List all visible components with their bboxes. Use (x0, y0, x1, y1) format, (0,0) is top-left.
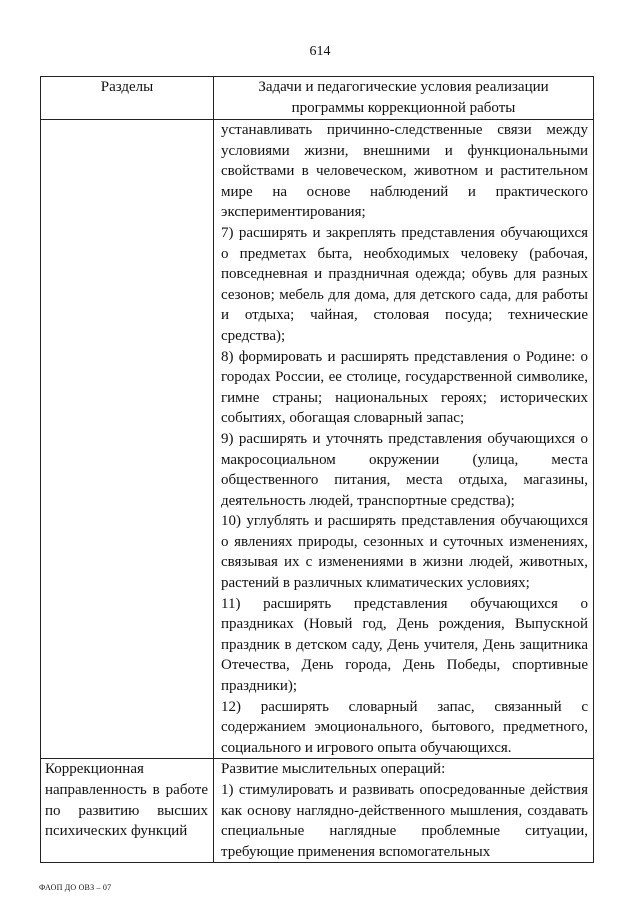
header-tasks (214, 77, 594, 120)
list-item: 10) углублять и расширять представления обучающихся о явлениях природы, сезонных и суточных изменениях, связывая их с изменениями в жизни людей, животных, растений в различных климатических условиях; (221, 513, 588, 592)
row2-heading: Развитие мыслительных операций: (221, 761, 446, 778)
header-sections-label: Разделы (100, 79, 154, 95)
table-header-row (41, 77, 594, 120)
row1-intro: устанавливать причинно-следственные связи между условиями жизни, внешними и функциональными свойствами в человеческом, животном и растительном мире на основе наблюдений и практического экспериментирования; (221, 122, 588, 221)
list-item: 8) формировать и расширять представления о Родине: о городах России, ее столице, государственной символике, гимне страны; национальных героях; исторических событиях, обогащая словарный запас; (221, 348, 588, 427)
row1-tasks-cell (214, 120, 594, 759)
header-sections (41, 77, 214, 120)
table-row (41, 120, 594, 759)
row2-section-cell: Коррекционная направленность в работе по развитию высших психических функций (41, 759, 214, 863)
list-item: 9) расширять и уточнять представления обучающихся о макросоциальном окружении (улица, места общественного питания, места отдыха, магазины, деятельность людей, транспортные средства); (221, 430, 588, 509)
page-number: 614 (309, 44, 331, 59)
document-footer: ФАОП ДО ОВЗ – 07 (39, 883, 112, 892)
program-table (40, 76, 594, 863)
row2-text: 1) стимулировать и развивать опосредованные действия как основу наглядно-действенного мышления, создавать специальные наглядные проблемные ситуации, требующие применения вспомогательных (221, 782, 588, 860)
table-row (41, 759, 594, 863)
row1-section-cell (41, 120, 214, 759)
header-tasks-line2: программы коррекционной работы (291, 100, 516, 116)
header-tasks-line1: Задачи и педагогические условия реализации (258, 79, 549, 95)
list-item: 12) расширять словарный запас, связанный с содержанием эмоционального, бытового, предметного, социального и игрового опыта обучающихся. (221, 698, 588, 756)
list-item: 7) расширять и закреплять представления обучающихся о предметах быта, необходимых человеку (рабочая, повседневная и праздничная одежда; обувь для разных сезонов; мебель для дома, для детского сада, для работы и отдыха; чайная, столовая посуда; технические средства); (221, 224, 588, 344)
list-item: 11) расширять представления обучающихся о праздниках (Новый год, День рождения, Выпускной праздник в детском саду, День учителя, День защитника Отечества, День города, День Победы, спортивные праздники); (221, 595, 588, 695)
row2-tasks-cell (214, 759, 594, 863)
